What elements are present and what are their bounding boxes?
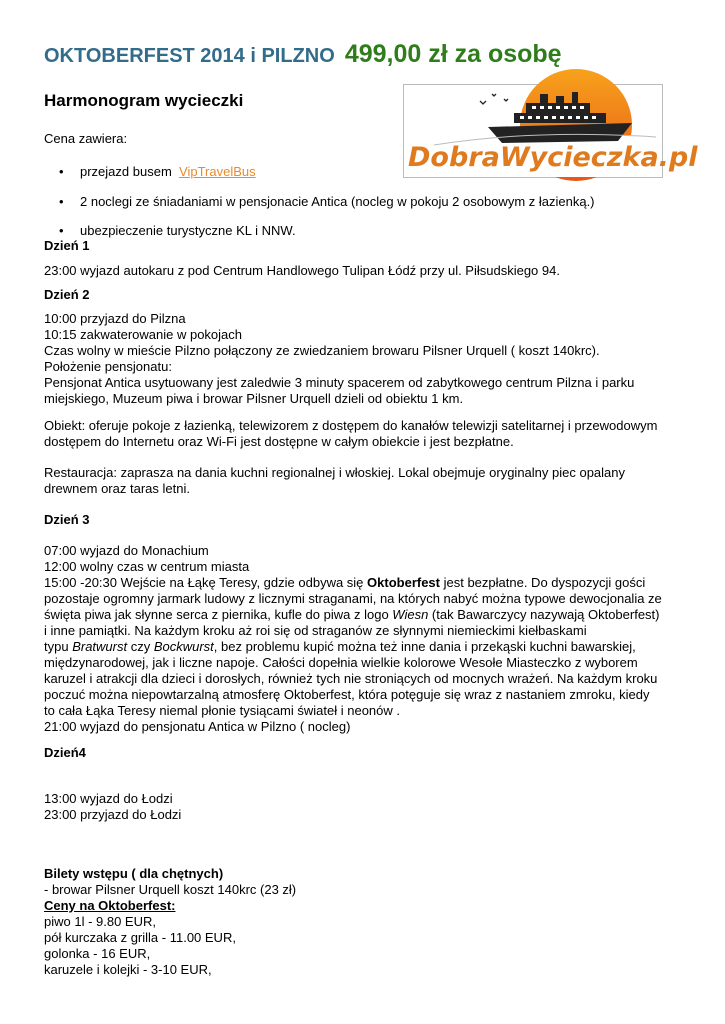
includes-item-accommodation: 2 noclegi ze śniadaniami w pensjonacie Antica (nocleg w pokoju 2 osobowym z łazienką.): [80, 194, 595, 209]
day4-heading: Dzień4: [44, 745, 86, 760]
day2-text: 10:00 przyjazd do Pilzna 10:15 zakwaterowanie w pokojach Czas wolny w mieście Pilzno połączony ze zwiedzaniem browaru Pilsner Urquell ( koszt 140krc). Położenie pensjonatu: Pensjonat Antica usytuowany jest zaledwie 3 minuty spacerem od zabytkowego centrum Pilzna i parku miejskiego, Muzeum piwa i browar Pilsner Urquell dzieli od obiektu 1 km.: [44, 311, 635, 406]
tickets-section: Bilety wstępu ( dla chętnych) - browar Pilsner Urquell koszt 140krc (23 zł) Ceny na Oktoberfest: piwo 1l - 9.80 EUR, pół kurczaka z grilla - 11.00 EUR, golonka - 16 EUR, karuzele i kolejki - 3-10 EUR,: [44, 866, 684, 978]
day4-text: 13:00 wyjazd do Łodzi 23:00 przyjazd do Łodzi: [44, 791, 182, 822]
day2-heading: Dzień 2: [44, 287, 90, 302]
day1-text: 23:00 wyjazd autokaru z pod Centrum Handlowego Tulipan Łódź przy ul. Piłsudskiego 94.: [44, 263, 560, 278]
includes-item-insurance: ubezpieczenie turystyczne KL i NNW.: [80, 223, 296, 238]
logo-text: DobraWycieczka.pl: [408, 142, 698, 173]
includes-item-transport: przejazd busem VipTravelBus: [80, 164, 256, 179]
bullet-icon: •: [59, 223, 64, 238]
page-title: OKTOBERFEST 2014 i PILZNO: [44, 45, 335, 67]
day1-heading: Dzień 1: [44, 238, 90, 253]
day2-restauracja: Restauracja: zaprasza na dania kuchni regionalnej i włoskiej. Lokal obejmuje oryginalny piec opalany drewnem oraz taras letni.: [44, 465, 626, 496]
oktoberfest-prices-heading: Ceny na Oktoberfest:: [44, 898, 176, 913]
schedule-heading: Harmonogram wycieczki: [44, 91, 244, 110]
includes-label: Cena zawiera:: [44, 131, 128, 146]
day2-obiekt: Obiekt: oferuje pokoje z łazienką, telewizorem z dostępem do kanałów telewizji satelitarnej i przewodowym dostępem do Internetu oraz Wi-Fi jest dostępne w całym obiekcie i jest bezpłatne.: [44, 418, 658, 449]
tickets-heading: Bilety wstępu ( dla chętnych): [44, 866, 224, 881]
viptravelbus-link[interactable]: VipTravelBus: [179, 164, 256, 179]
price-headline: 499,00 zł za osobę: [344, 40, 562, 68]
day3-heading: Dzień 3: [44, 512, 90, 527]
bullet-icon: •: [59, 164, 64, 179]
bullet-icon: •: [59, 194, 64, 209]
birds-icon: [480, 94, 508, 104]
page-title-row: [44, 40, 562, 68]
day3-text: 07:00 wyjazd do Monachium 12:00 wolny czas w centrum miasta 15:00 -20:30 Wejście na Łąkę Teresy, gdzie odbywa się Oktoberfest jest bezpłatne. Do dyspozycji gości pozostaje ogromny jarmark ludowy z licznymi straganami, na których nabyć można typowe dewocjonalia ze święta piwa jak słynne serca z piernika, kufle do piwa z logo Wiesn (tak Bawarczycy nazywają Oktoberfest) i inne pamiątki. Na każdym kroku aż roi się od straganów ze słynnymi niemieckimi kiełbaskami typu Bratwurst czy Bockwurst, bez problemu kupić można też inne dania i przekąski kuchni bawarskiej, międzynarodowej, jak i liczne napoje. Całości dopełnia wielkie kolorowe Wesołe Miasteczko z wyborem karuzel i atrakcji dla dzieci i dorosłych, również tych nie stroniących od mocnych wrażeń. Na każdym kroku poczuć można niepowtarzalną atmosferę Oktoberfest, która potęguje się wraz z nastaniem zmroku, kiedy to cała Łąka Teresy niemal płonie tysiącami świateł i neonów . 21:00 wyjazd do pensjonatu Antica w Pilzno ( nocleg): [44, 543, 662, 734]
